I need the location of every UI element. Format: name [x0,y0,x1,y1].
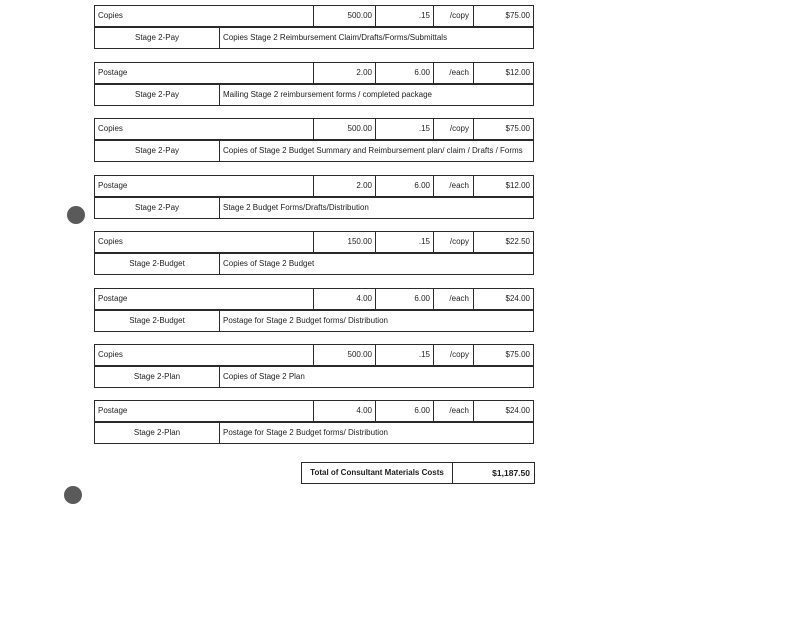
quantity: 150.00 [314,232,376,252]
quantity: 500.00 [314,345,376,365]
cost-entry [94,5,534,49]
cost-entry [94,62,534,106]
task-name: Stage 2-Pay [95,85,220,105]
unit-type: /each [434,401,474,421]
task-name: Stage 2-Plan [95,423,220,443]
description-row [94,310,534,332]
quantity: 500.00 [314,119,376,139]
amount: $75.00 [505,350,530,359]
unit-rate: .15 [376,232,434,252]
cost-entry [94,118,534,162]
description: Copies Stage 2 Reimbursement Claim/Drafts/Forms/Submittals [223,33,448,42]
unit-rate: .15 [376,345,434,365]
description-row [94,253,534,275]
task-name: Stage 2-Budget [95,311,220,331]
unit-type: /copy [434,232,474,252]
amount: $75.00 [505,124,530,133]
task-name: Stage 2-Pay [95,198,220,218]
cost-entry [94,344,534,388]
amount: $24.00 [505,294,530,303]
amount: $12.00 [505,181,530,190]
description: Mailing Stage 2 reimbursement forms / completed package [223,90,432,99]
unit-type: /copy [434,6,474,26]
item-name: Copies [95,119,314,139]
cost-row [94,118,534,140]
quantity: 4.00 [314,289,376,309]
item-name: Postage [95,289,314,309]
unit-rate: 6.00 [376,401,434,421]
cost-row [94,175,534,197]
cost-entry [94,400,534,444]
unit-rate: 6.00 [376,289,434,309]
cost-entry [94,288,534,332]
cost-row [94,288,534,310]
punch-hole [64,486,82,504]
description-row [94,422,534,444]
amount: $22.50 [505,237,530,246]
task-name: Stage 2-Pay [95,141,220,161]
item-name: Postage [95,63,314,83]
cost-entry [94,231,534,275]
item-name: Copies [95,6,314,26]
task-name: Stage 2-Pay [95,28,220,48]
description-row [94,27,534,49]
amount: $75.00 [505,11,530,20]
unit-rate: 6.00 [376,63,434,83]
item-name: Copies [95,345,314,365]
quantity: 4.00 [314,401,376,421]
item-name: Copies [95,232,314,252]
unit-type: /copy [434,119,474,139]
item-name: Postage [95,176,314,196]
unit-rate: .15 [376,6,434,26]
unit-type: /each [434,176,474,196]
cost-row [94,344,534,366]
task-name: Stage 2-Budget [95,254,220,274]
description: Copies of Stage 2 Budget Summary and Reimbursement plan/ claim / Drafts / Forms [223,146,523,155]
punch-hole [67,206,85,224]
total-label: Total of Consultant Materials Costs [302,463,453,483]
unit-rate: 6.00 [376,176,434,196]
cost-row [94,5,534,27]
amount: $12.00 [505,68,530,77]
cost-entry [94,175,534,219]
unit-type: /each [434,63,474,83]
cost-row [94,400,534,422]
total-value: $1,187.50 [492,468,530,478]
quantity: 500.00 [314,6,376,26]
description: Postage for Stage 2 Budget forms/ Distribution [223,428,388,437]
total-box [301,462,535,484]
quantity: 2.00 [314,63,376,83]
cost-row [94,62,534,84]
description: Copies of Stage 2 Budget [223,259,315,268]
task-name: Stage 2-Plan [95,367,220,387]
description-row [94,197,534,219]
description-row [94,366,534,388]
description-row [94,84,534,106]
description: Postage for Stage 2 Budget forms/ Distribution [223,316,388,325]
amount: $24.00 [505,406,530,415]
description: Copies of Stage 2 Plan [223,372,305,381]
cost-row [94,231,534,253]
unit-type: /copy [434,345,474,365]
description-row [94,140,534,162]
unit-rate: .15 [376,119,434,139]
description: Stage 2 Budget Forms/Drafts/Distribution [223,203,369,212]
unit-type: /each [434,289,474,309]
quantity: 2.00 [314,176,376,196]
item-name: Postage [95,401,314,421]
